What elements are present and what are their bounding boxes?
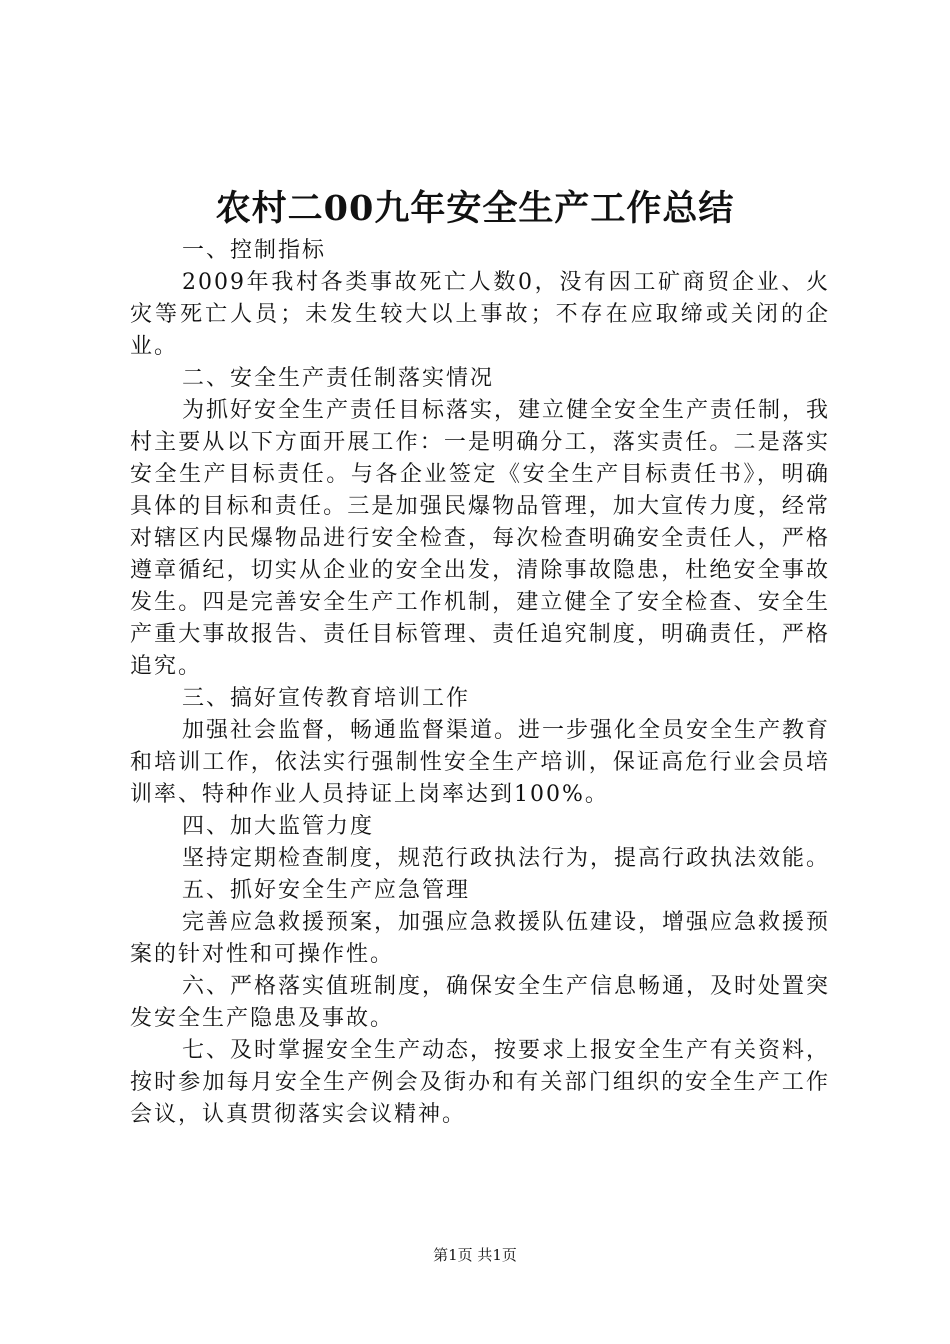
heading-supervision: 四、加大监管力度 bbox=[182, 814, 375, 839]
paragraph-responsibility-system: 为抓好安全生产责任目标落实，建立健全安全生产责任制，我村主要从以下方面开展工作：一是明确分工，落实责任。二是落实安全生产目标责任。与各企业签定《安全生产目标责任书》，明确具体的目标和责任。三是加强民爆物品管理，加大宣传力度，经常对辖区内民爆物品进行安全检查，每次检查明确安全责任人，严格遵章循纪，切实从企业的安全出发，清除事故隐患，杜绝安全事故发生。四是完善安全生产工作机制，建立健全了安全检查、安全生产重大事故报告、责任目标管理、责任追究制度，明确责任，严格追究。 bbox=[130, 398, 831, 679]
document-body bbox=[130, 235, 830, 1131]
document-title: 农村二00九年安全生产工作总结 bbox=[215, 188, 735, 229]
heading-responsibility-system: 二、安全生产责任制落实情况 bbox=[182, 366, 495, 391]
page-footer: 第1页 共1页 bbox=[433, 1246, 517, 1264]
paragraph-safety-dynamics: 七、及时掌握安全生产动态，按要求上报安全生产有关资料，按时参加每月安全生产例会及街办和有关部门组织的安全生产工作会议，认真贯彻落实会议精神。 bbox=[130, 1038, 831, 1127]
paragraph-emergency-management: 完善应急救援预案，加强应急救援队伍建设，增强应急救援预案的针对性和可操作性。 bbox=[130, 910, 831, 967]
paragraph-control-indicators: 2009年我村各类事故死亡人数0，没有因工矿商贸企业、火灾等死亡人员；未发生较大以上事故；不存在应取缔或关闭的企业。 bbox=[130, 270, 830, 359]
paragraph-supervision: 坚持定期检查制度，规范行政执法行为，提高行政执法效能。 bbox=[182, 846, 831, 871]
paragraph-duty-system: 六、严格落实值班制度，确保安全生产信息畅通，及时处置突发安全生产隐患及事故。 bbox=[130, 974, 831, 1031]
paragraph-education-training: 加强社会监督，畅通监督渠道。进一步强化全员安全生产教育和培训工作，依法实行强制性安全生产培训，保证高危行业会员培训率、特种作业人员持证上岗率达到100%。 bbox=[130, 718, 831, 807]
heading-control-indicators: 一、控制指标 bbox=[182, 238, 327, 263]
heading-education-training: 三、搞好宣传教育培训工作 bbox=[182, 686, 471, 711]
heading-emergency-management: 五、抓好安全生产应急管理 bbox=[182, 878, 471, 903]
